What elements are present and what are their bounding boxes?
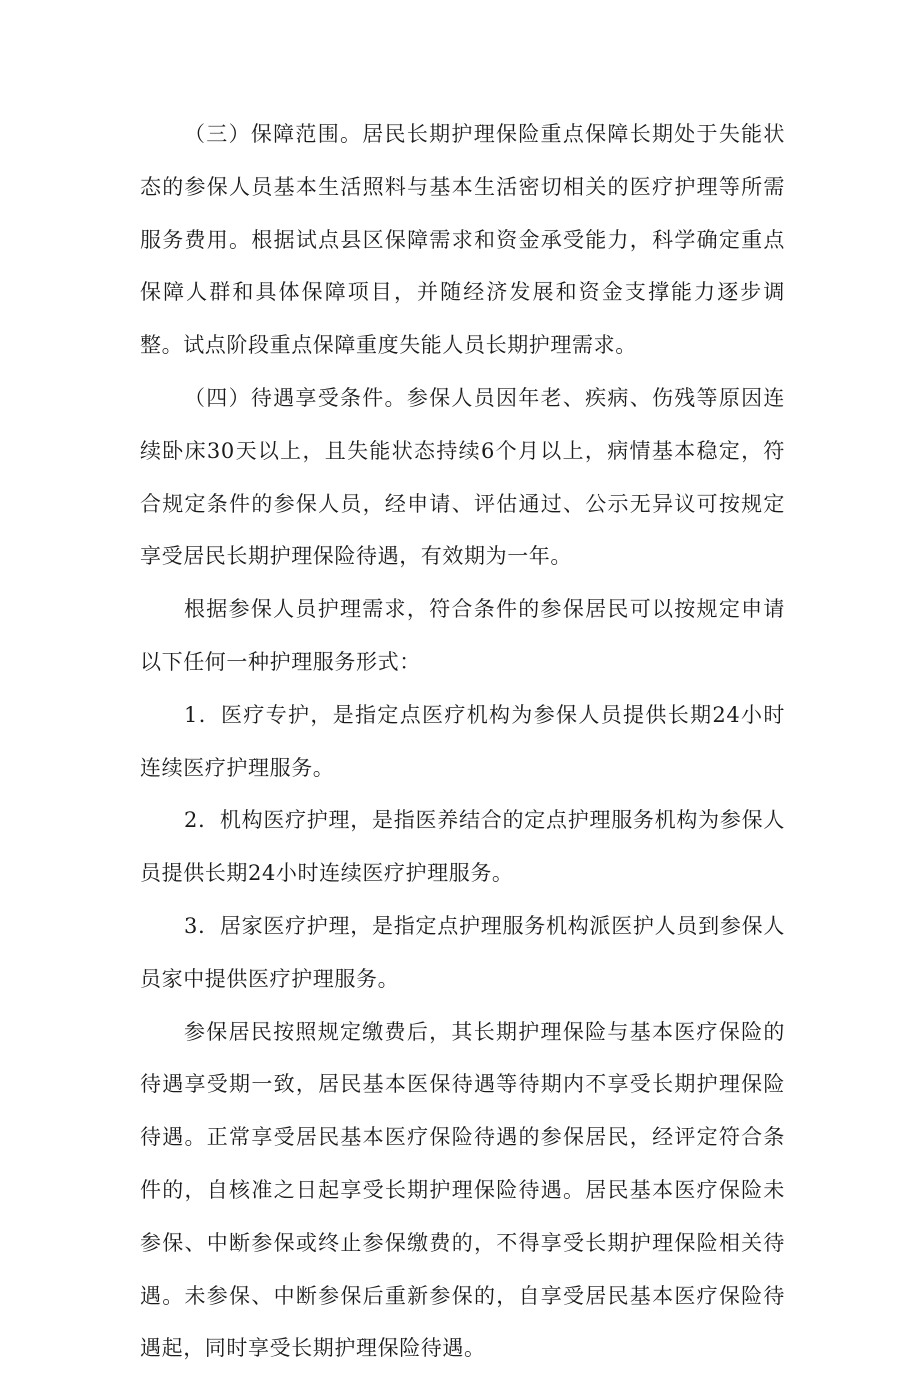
paragraph-benefit-conditions: （四）待遇享受条件。参保人员因年老、疾病、伤残等原因连续卧床30天以上，且失能状态持续6个月以上，病情基本稳定，符合规定条件的参保人员，经申请、评估通过、公示无异议可按规定享受居民长期护理保险待遇，有效期为一年。	[140, 385, 785, 569]
paragraph-benefit-period: 参保居民按照规定缴费后，其长期护理保险与基本医疗保险的待遇享受期一致，居民基本医保待遇等待期内不享受长期护理保险待遇。正常享受居民基本医疗保险待遇的参保居民，经评定符合条件的，自核准之日起享受长期护理保险待遇。居民基本医疗保险未参保、中断参保或终止参保缴费的，不得享受长期护理保险相关待遇。未参保、中断参保后重新参保的，自享受居民基本医疗保险待遇起，同时享受长期护理保险待遇。	[140, 1019, 785, 1361]
document-body	[140, 108, 785, 1375]
list-item-home-medical-care: 3．居家医疗护理，是指定点护理服务机构派医护人员到参保人员家中提供医疗护理服务。	[140, 913, 785, 991]
paragraph-coverage-scope: （三）保障范围。居民长期护理保险重点保障长期处于失能状态的参保人员基本生活照料与基本生活密切相关的医疗护理等所需服务费用。根据试点县区保障需求和资金承受能力，科学确定重点保障人群和具体保障项目，并随经济发展和资金支撑能力逐步调整。试点阶段重点保障重度失能人员长期护理需求。	[140, 122, 785, 358]
list-item-institutional-medical-care: 2．机构医疗护理，是指医养结合的定点护理服务机构为参保人员提供长期24小时连续医疗护理服务。	[140, 808, 785, 886]
paragraph-service-forms-intro: 根据参保人员护理需求，符合条件的参保居民可以按规定申请以下任何一种护理服务形式：	[140, 597, 785, 674]
list-item-medical-special-care: 1．医疗专护，是指定点医疗机构为参保人员提供长期24小时连续医疗护理服务。	[140, 702, 785, 780]
